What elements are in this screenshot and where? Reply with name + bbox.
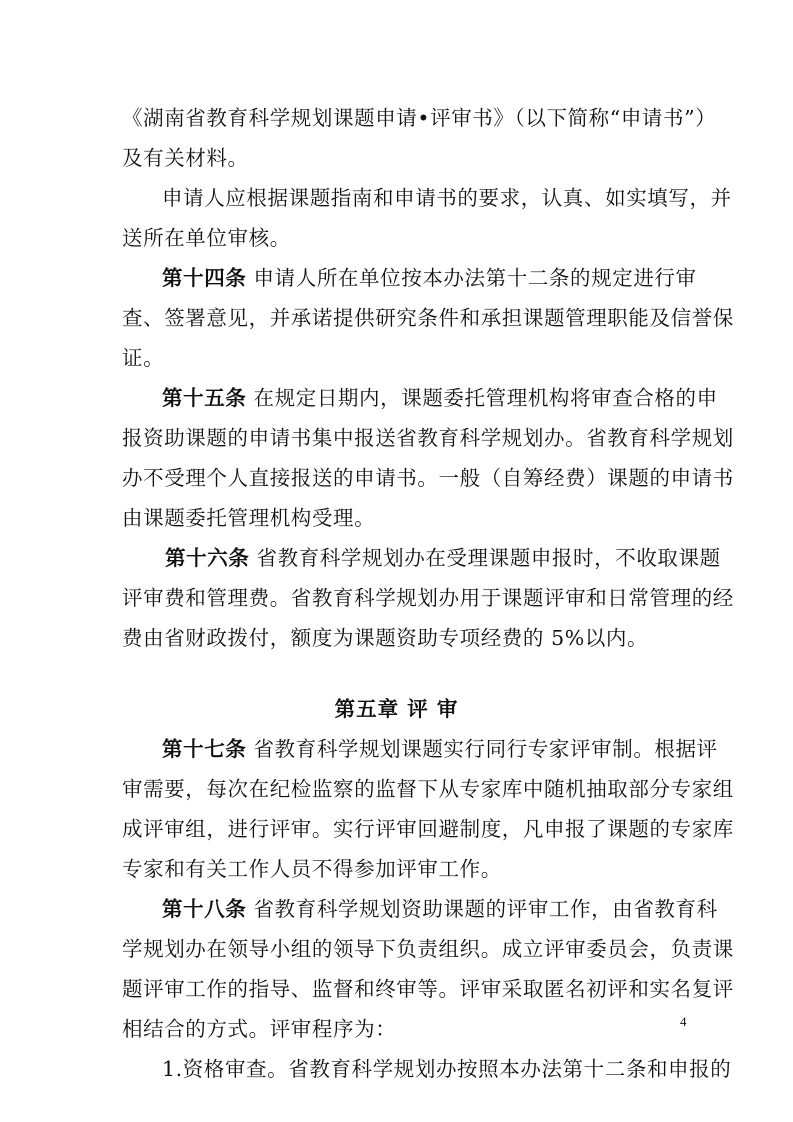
page-number: 4 bbox=[680, 1014, 687, 1029]
article-15-line: 第十五条 在规定日期内，课题委托管理机构将审查合格的申 bbox=[162, 386, 718, 410]
article-label: 第十六条 bbox=[165, 546, 250, 570]
text-line: 及有关材料。 bbox=[122, 146, 249, 170]
article-label: 第十五条 bbox=[162, 386, 247, 410]
article-label: 第十八条 bbox=[162, 897, 247, 921]
article-16-line: 第十六条 省教育科学规划办在受理课题申报时，不收取课题 bbox=[165, 546, 721, 570]
text-line: 学规划办在领导小组的领导下负责组织。成立评审委员会，负责课 bbox=[122, 937, 734, 961]
text-line: 成评审组，进行评审。实行评审回避制度，凡申报了课题的专家库 bbox=[122, 817, 734, 841]
text-line: 审需要，每次在纪检监察的监督下从专家库中随机抽取部分专家组 bbox=[122, 777, 734, 801]
text-line: 《湖南省教育科学规划课题申请•评审书》（以下简称“申请书”） bbox=[122, 106, 717, 130]
text-line: 办不受理个人直接报送的申请书。一般（自筹经费）课题的申请书 bbox=[122, 466, 734, 490]
text-line: 专家和有关工作人员不得参加评审工作。 bbox=[122, 857, 502, 881]
text-line: 查、签署意见，并承诺提供研究条件和承担课题管理职能及信誉保 bbox=[122, 306, 734, 330]
chapter-title: 第五章 评 审 bbox=[334, 697, 459, 721]
text-line: 题评审工作的指导、监督和终审等。评审采取匿名初评和实名复评 bbox=[122, 977, 734, 1001]
text-line: 评审费和管理费。省教育科学规划办用于课题评审和日常管理的经 bbox=[122, 586, 734, 610]
text-line: 由课题委托管理机构受理。 bbox=[122, 506, 376, 530]
text-line: 1.资格审查。省教育科学规划办按照本办法第十二条和申报的 bbox=[162, 1057, 732, 1081]
article-17-line: 第十七条 省教育科学规划课题实行同行专家评审制。根据评 bbox=[162, 737, 718, 761]
text-line: 证。 bbox=[122, 346, 165, 370]
article-18-line: 第十八条 省教育科学规划资助课题的评审工作，由省教育科 bbox=[162, 897, 718, 921]
text-line: 申请人应根据课题指南和申请书的要求，认真、如实填写，并 bbox=[162, 186, 732, 210]
text-line: 送所在单位审核。 bbox=[122, 226, 291, 250]
article-label: 第十七条 bbox=[162, 737, 247, 761]
text-line: 费由省财政拨付，额度为课题资助专项经费的 5%以内。 bbox=[122, 626, 649, 650]
text-line: 报资助课题的申请书集中报送省教育科学规划办。省教育科学规划 bbox=[122, 426, 734, 450]
article-14-line: 第十四条 申请人所在单位按本办法第十二条的规定进行审 bbox=[162, 266, 697, 290]
article-label: 第十四条 bbox=[162, 266, 247, 290]
text-line: 相结合的方式。评审程序为： bbox=[122, 1017, 397, 1041]
